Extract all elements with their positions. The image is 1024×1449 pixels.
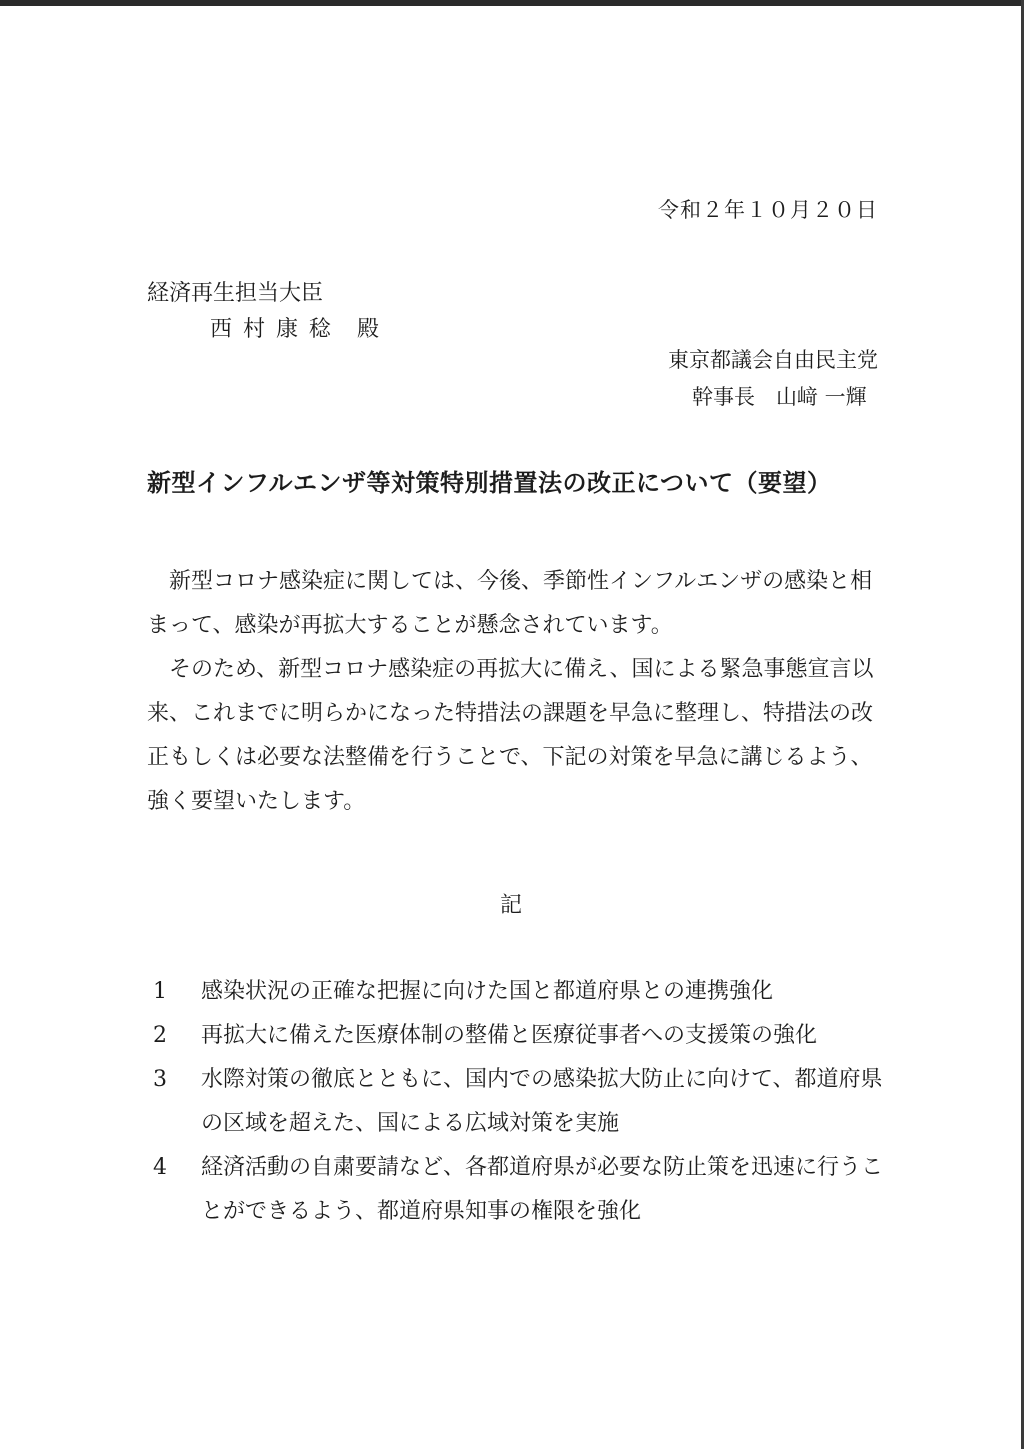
sender-block <box>668 342 878 416</box>
request-item-3 <box>147 1058 887 1146</box>
request-item-4 <box>147 1146 887 1234</box>
request-item-1 <box>147 970 887 1014</box>
request-item-number: 2 <box>153 1023 167 1048</box>
request-item-text: 水際対策の徹底とともに、国内での感染拡大防止に向けて、都道府県の区域を超えた、国による広域対策を実施 <box>201 1067 883 1136</box>
body-paragraph-2: そのため、新型コロナ感染症の再拡大に備え、国による緊急事態宣言以来、これまでに明らかになった特措法の課題を早急に整理し、特措法の改正もしくは必要な法整備を行うことで、下記の対策を早急に講じるよう、強く要望いたします。 <box>147 657 874 814</box>
addressee-block <box>147 276 381 348</box>
document-body <box>147 560 887 824</box>
sender-organization: 東京都議会自由民主党 <box>668 348 878 372</box>
sender-role-name: 幹事長 山﨑 一輝 <box>692 385 867 409</box>
request-item-number: 1 <box>153 979 167 1004</box>
addressee-name: 西 村 康 稔 殿 <box>210 317 381 342</box>
document-date: 令和２年１０月２０日 <box>658 198 878 222</box>
request-item-2 <box>147 1014 887 1058</box>
document-subject: 新型インフルエンザ等対策特別措置法の改正について（要望） <box>147 469 832 497</box>
request-item-text: 再拡大に備えた医療体制の整備と医療従事者への支援策の強化 <box>201 1023 818 1048</box>
ki-heading: 記 <box>500 893 523 918</box>
addressee-title: 経済再生担当大臣 <box>147 281 324 306</box>
request-item-text: 経済活動の自粛要請など、各都道府県が必要な防止策を迅速に行うことができるよう、都道府県知事の権限を強化 <box>201 1155 884 1224</box>
request-list <box>147 970 887 1234</box>
request-item-number: 4 <box>153 1155 167 1180</box>
body-paragraph-1: 新型コロナ感染症に関しては、今後、季節性インフルエンザの感染と相まって、感染が再拡大することが懸念されています。 <box>147 569 873 638</box>
request-item-text: 感染状況の正確な把握に向けた国と都道府県との連携強化 <box>201 979 774 1004</box>
request-item-number: 3 <box>153 1067 167 1092</box>
